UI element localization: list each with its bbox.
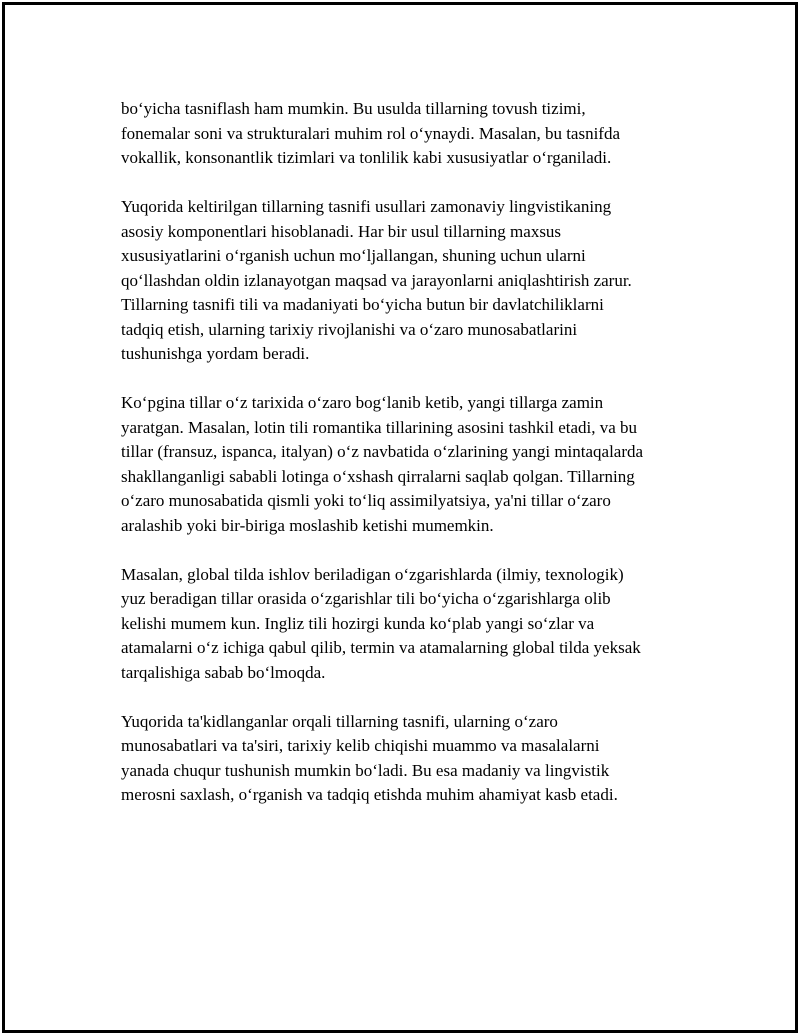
text-line: bo‘yicha tasniflash ham mumkin. Bu usulda tillarning tovush tizimi, (121, 99, 586, 118)
text-line: o‘zaro munosabatida qismli yoki to‘liq assimilyatsiya, ya'ni tillar o‘zaro (121, 491, 611, 510)
text-line: qo‘llashdan oldin izlanayotgan maqsad va jarayonlarni aniqlashtirish zarur. (121, 270, 632, 290)
text-line: fonemalar soni va strukturalari muhim rol o‘ynaydi. Masalan, bu tasnifda (121, 123, 621, 143)
text-line: yaratgan. Masalan, lotin tili romantika tillarining asosini tashkil etadi, va bu (121, 417, 638, 437)
text-line: asosiy komponentlari hisoblanadi. Har bir usul tillarning maxsus (121, 221, 562, 241)
text-line: atamalarni o‘z ichiga qabul qilib, termin va atamalarning global tilda yeksak (121, 638, 641, 657)
paragraph-global-language-changes (121, 563, 695, 686)
text-line: tushunishga yordam beradi. (121, 344, 310, 363)
text-line: vokallik, konsonantlik tizimlari va tonlilik kabi xususiyatlar o‘rganiladi. (121, 148, 612, 167)
page-frame (2, 2, 798, 1033)
text-line: shakllanganligi sababli lotinga o‘xshash qirralarni saqlab qolgan. Tillarning (121, 466, 635, 486)
text-line: merosni saxlash, o‘rganish va tadqiq etishda muhim ahamiyat kasb etadi. (121, 785, 618, 804)
text-line: Yuqorida keltirilgan tillarning tasnifi usullari zamonaviy lingvistikaning (121, 197, 612, 216)
paragraph-phonological-classification (121, 97, 695, 171)
text-line: xususiyatlarini o‘rganish uchun mo‘ljallangan, shuning uchun ularni (121, 246, 586, 265)
text-line: tillar (fransuz, ispanca, italyan) o‘z navbatida o‘zlarining yangi mintaqalarda (121, 442, 644, 461)
text-line: aralashib yoki bir-biriga moslashib ketishi mumemkin. (121, 515, 494, 535)
paragraph-conclusion (121, 710, 695, 808)
text-line: tadqiq etish, ularning tarixiy rivojlanishi va o‘zaro munosabatlarini (121, 319, 578, 339)
text-line: kelishi mumem kun. Ingliz tili hozirgi kunda ko‘plab yangi so‘zlar va (121, 613, 595, 633)
text-line: yuz beradigan tillar orasida o‘zgarishlar tili bo‘yicha o‘zgarishlarga olib (121, 589, 611, 608)
paragraph-classification-methods (121, 195, 695, 367)
paragraph-language-history (121, 391, 695, 538)
text-line: Yuqorida ta'kidlanganlar orqali tillarning tasnifi, ularning o‘zaro (121, 711, 558, 731)
text-line: Ko‘pgina tillar o‘z tarixida o‘zaro bog‘lanib ketib, yangi tillarga zamin (121, 393, 604, 412)
text-line: tarqalishiga sabab bo‘lmoqda. (121, 662, 326, 682)
text-line: Tillarning tasnifi tili va madaniyati bo‘yicha butun bir davlatchiliklarni (121, 295, 604, 314)
document-body (121, 97, 695, 832)
text-line: munosabatlari va ta'siri, tarixiy kelib chiqishi muammo va masalalarni (121, 736, 600, 755)
text-line: Masalan, global tilda ishlov beriladigan o‘zgarishlarda (ilmiy, texnologik) (121, 564, 624, 584)
text-line: yanada chuqur tushunish mumkin bo‘ladi. Bu esa madaniy va lingvistik (121, 760, 610, 780)
